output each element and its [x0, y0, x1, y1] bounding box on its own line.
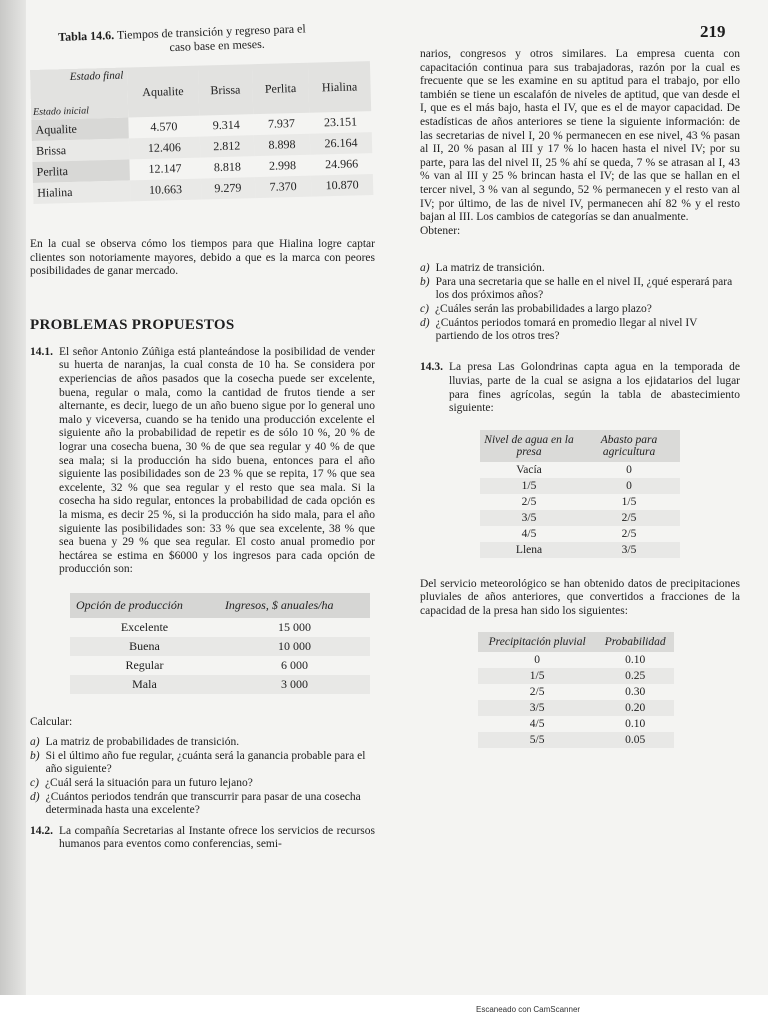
- table-row: [478, 716, 674, 732]
- table-row: [70, 618, 370, 637]
- table-row: [480, 462, 680, 478]
- obtain-label: Obtener:: [420, 224, 461, 237]
- column-header: Ingresos, $ anuales/ha: [219, 593, 370, 618]
- table-cell: 4/5: [521, 527, 537, 540]
- table-cell: 7.937: [267, 116, 296, 131]
- table-caption-label: Tabla 14.6.: [58, 28, 115, 44]
- table-cell: 7.370: [255, 176, 312, 198]
- problem-text: El señor Antonio Zúñiga está planteándose la posibilidad de vender su huerta de naranjas, la cual consta de 10 ha. Se considera por experiencias de años pasados que la cosecha puede ser excelente, buena, regular o mala, como la cantidad de frutos tiende a ser alternante, es decir, luego de un año bueno sigue por lo general uno malo y viceversa, cuando se ha tenido una producción excelente el siguiente año la probabilidad de repetir es de sólo 10 %, 20 % de lograr una cosecha buena, 30 % de que sea regular y 40 % de que sea mala; si la producción ha sido buena, entonces para el año siguiente las posibilidades son de 23 % que se repita, 17 % que sea excelente, 32 % que sea regular y el resto que sea mala. Si la cosecha ha sido regular, entonces la probabilidad de cada opción es la misma, es decir 25 %, si la producción ha sido mala, para el año siguiente las posibilidades son: 33 % que sea excelente, 38 % que sea buena y 29 % que sea regular. El costo anual promedio por hectárea se estima en $6000 y los ingresos para cada opción de producción son:: [59, 345, 375, 576]
- table-row: [478, 700, 674, 716]
- table-cell: 23.151: [323, 114, 358, 130]
- table-caption-text: Tiempos de transición y regreso para el: [116, 21, 306, 42]
- table-cell: 3 000: [219, 675, 370, 694]
- problem-text: La compañía Secretarias al Instante ofrece los servicios de recursos humanos para eventos como conferencias, semi-: [59, 824, 375, 851]
- table-row: [70, 675, 370, 694]
- table-cell: 0.10: [625, 654, 646, 667]
- table-row: [480, 526, 680, 542]
- table-row: [480, 510, 680, 526]
- table-cell: 4/5: [529, 718, 545, 731]
- table-corner-cell: [30, 67, 128, 120]
- table-cell: 0: [534, 654, 541, 667]
- column-header: Brissa: [198, 64, 254, 115]
- problem-14-3: [420, 361, 740, 415]
- table-cell: 4.570: [150, 119, 178, 134]
- table-cell: 2/5: [529, 686, 545, 699]
- list-item: b) Para una secretaria que se halle en el nivel II, ¿qué esperará para los dos próximos años?: [420, 276, 733, 302]
- table-cell: 0: [626, 463, 632, 476]
- table-cell: 0.25: [596, 668, 674, 684]
- table-commentary: En la cual se observa cómo los tiempos para que Hialina logre captar clientes son notoriamente mayores, debido a que es la marca con peores posibilidades de ganar mercado.: [30, 238, 375, 278]
- list-item: b) Si el último año fue regular, ¿cuánta será la ganancia probable para el año siguiente?: [30, 749, 366, 775]
- corner-top-label: Estado final: [69, 69, 124, 83]
- table-cell: Vacía: [516, 463, 542, 476]
- water-supply-table: [480, 430, 680, 558]
- list-item: d) ¿Cuántos periodos tendrán que transcurrir para pasar de una cosecha determinada hasta una excelente?: [30, 790, 361, 816]
- table-cell: 26.164: [310, 132, 372, 155]
- table-cell: 24.966: [324, 156, 359, 172]
- problem-14-1: [30, 346, 375, 577]
- column-header: Opción de producción: [70, 593, 219, 618]
- table-cell: 3/5: [478, 700, 596, 716]
- row-label: Hialina: [33, 180, 131, 204]
- table-cell: Excelente: [120, 619, 169, 634]
- list-item: a) La matriz de probabilidades de transición.: [30, 735, 240, 748]
- table-caption-text-2: caso base en meses.: [169, 36, 265, 55]
- column-header: Nivel de agua en la presa: [480, 430, 578, 462]
- table-row: [478, 684, 674, 700]
- table-row: [70, 637, 370, 656]
- table-row: [478, 652, 674, 668]
- table-cell: 1/5: [480, 478, 578, 494]
- table-row: [70, 656, 370, 675]
- question-list: [30, 736, 375, 817]
- table-cell: Mala: [70, 675, 219, 694]
- row-label: Perlita: [32, 159, 130, 183]
- row-label: Aqualite: [31, 117, 129, 141]
- table-row: [480, 478, 680, 494]
- table-14-6-caption: [58, 19, 376, 58]
- list-item: d) ¿Cuántos periodos tomará en promedio llegar al nivel IV partiendo de los otros tres?: [420, 317, 698, 343]
- table-cell: 2/5: [521, 495, 537, 508]
- problem-number: 14.3.: [420, 361, 443, 374]
- table-cell: Llena: [480, 542, 578, 558]
- column-header: Perlita: [252, 63, 309, 114]
- table-cell: 12.406: [129, 137, 200, 160]
- table-cell: 5/5: [478, 732, 596, 748]
- table-cell: 2/5: [578, 510, 680, 526]
- scan-bottom-margin: [0, 995, 768, 1024]
- table-cell: 8.898: [254, 134, 311, 156]
- problem-number: 14.2.: [30, 824, 53, 837]
- table-row: [478, 668, 674, 684]
- column-header: Probabilidad: [596, 632, 674, 652]
- problem-14-2-start: [30, 825, 375, 852]
- table-cell: 9.314: [212, 117, 240, 133]
- column-header: Precipitación pluvial: [478, 632, 596, 652]
- section-title: PROBLEMAS PROPUESTOS: [30, 316, 235, 333]
- question-list: [420, 262, 740, 343]
- problem-text: La presa Las Golondrinas capta agua en la temporada de lluvias, parte de la cual se asigna a los ejidatarios del lugar para fines agrícolas, según la tabla de abastecimiento siguiente:: [449, 361, 740, 415]
- table-row: [480, 494, 680, 510]
- table-cell: 10 000: [219, 637, 370, 656]
- calc-label: Calcular:: [30, 715, 73, 728]
- table-cell: 3/5: [480, 510, 578, 526]
- left-column: [30, 21, 375, 852]
- right-column: [420, 48, 740, 748]
- income-table: [70, 593, 370, 694]
- table-cell: 0: [578, 478, 680, 494]
- column-header: Abasto para agricultura: [578, 430, 680, 462]
- table-cell: 3/5: [578, 542, 680, 558]
- problem-14-2-continued: narios, congresos y otros similares. La empresa cuenta con capacitación continua para sus trabajadoras, razón por la cual es frecuente que se les examine en su aptitud para el trabajo, por ello también se tiene un escalafón de niveles de aptitud, que van desde el I, que es el más bajo, hasta el IV, que es el de mayor capacidad. De estadísticas de años anteriores se tiene la siguiente información: de las secretarias de nivel I, 20 % permanecen en ese nivel, 43 % pasan al II, 20 % pasan al III y 17 % lo hacen hasta el nivel IV; por su parte, para las del nivel II, 25 % ahí se queda, 7 % se atrasan al I, 43 % van al III y 25 % brincan hasta el IV; de las que se hallan en el tercer nivel, 3 % van al segundo, 52 % permanecen y el resto van al IV; por último, de las de nivel IV, permanecen ahí 82 % y el resto bajan al III. Los cambios de categorías se dan anualmente.: [420, 48, 740, 224]
- scanner-footer: Escaneado con CamScanner: [476, 1005, 581, 1014]
- list-item: c) ¿Cuáles serán las probabilidades a largo plazo?: [420, 303, 652, 316]
- list-item: c) ¿Cuál será la situación para un futuro lejano?: [30, 776, 253, 789]
- corner-bottom-label: Estado inicial: [32, 105, 90, 118]
- table-cell: 2/5: [621, 527, 637, 540]
- list-item: a) La matriz de transición.: [420, 262, 545, 275]
- column-header: Aqualite: [127, 66, 199, 118]
- table-cell: 1/5: [621, 495, 637, 508]
- table-cell: 0.05: [596, 732, 674, 748]
- table-cell: Regular: [125, 657, 164, 672]
- table-cell: 12.147: [148, 161, 182, 176]
- transition-times-table: [30, 61, 373, 204]
- book-spine-shadow: [0, 0, 26, 1000]
- row-label: Brissa: [32, 138, 130, 162]
- table-cell: 10.870: [311, 174, 373, 197]
- rainfall-probability-table: [478, 632, 674, 748]
- problem-number: 14.1.: [30, 345, 53, 358]
- table-cell: 1/5: [478, 668, 596, 684]
- table-cell: Buena: [70, 637, 219, 656]
- table-cell: 0.30: [625, 686, 646, 699]
- table-cell: 15 000: [277, 619, 311, 634]
- table-cell: 10.663: [130, 179, 201, 202]
- table-row: [478, 732, 674, 748]
- page-number: 219: [700, 22, 726, 41]
- column-header: Hialina: [308, 61, 371, 113]
- table-row: [480, 542, 680, 558]
- table-cell: 8.818: [213, 159, 242, 175]
- table-cell: 2.812: [199, 135, 254, 157]
- table-cell: 6 000: [280, 657, 308, 672]
- rainfall-intro-text: Del servicio meteorológico se han obtenido datos de precipitaciones pluviales de años anteriores, que convertidos a fracciones de la capacidad de la presa han sido los siguientes:: [420, 577, 740, 617]
- table-cell: 0.20: [596, 700, 674, 716]
- table-cell: 0.10: [625, 718, 646, 731]
- table-cell: 2.998: [268, 158, 297, 173]
- table-cell: 9.279: [201, 177, 256, 199]
